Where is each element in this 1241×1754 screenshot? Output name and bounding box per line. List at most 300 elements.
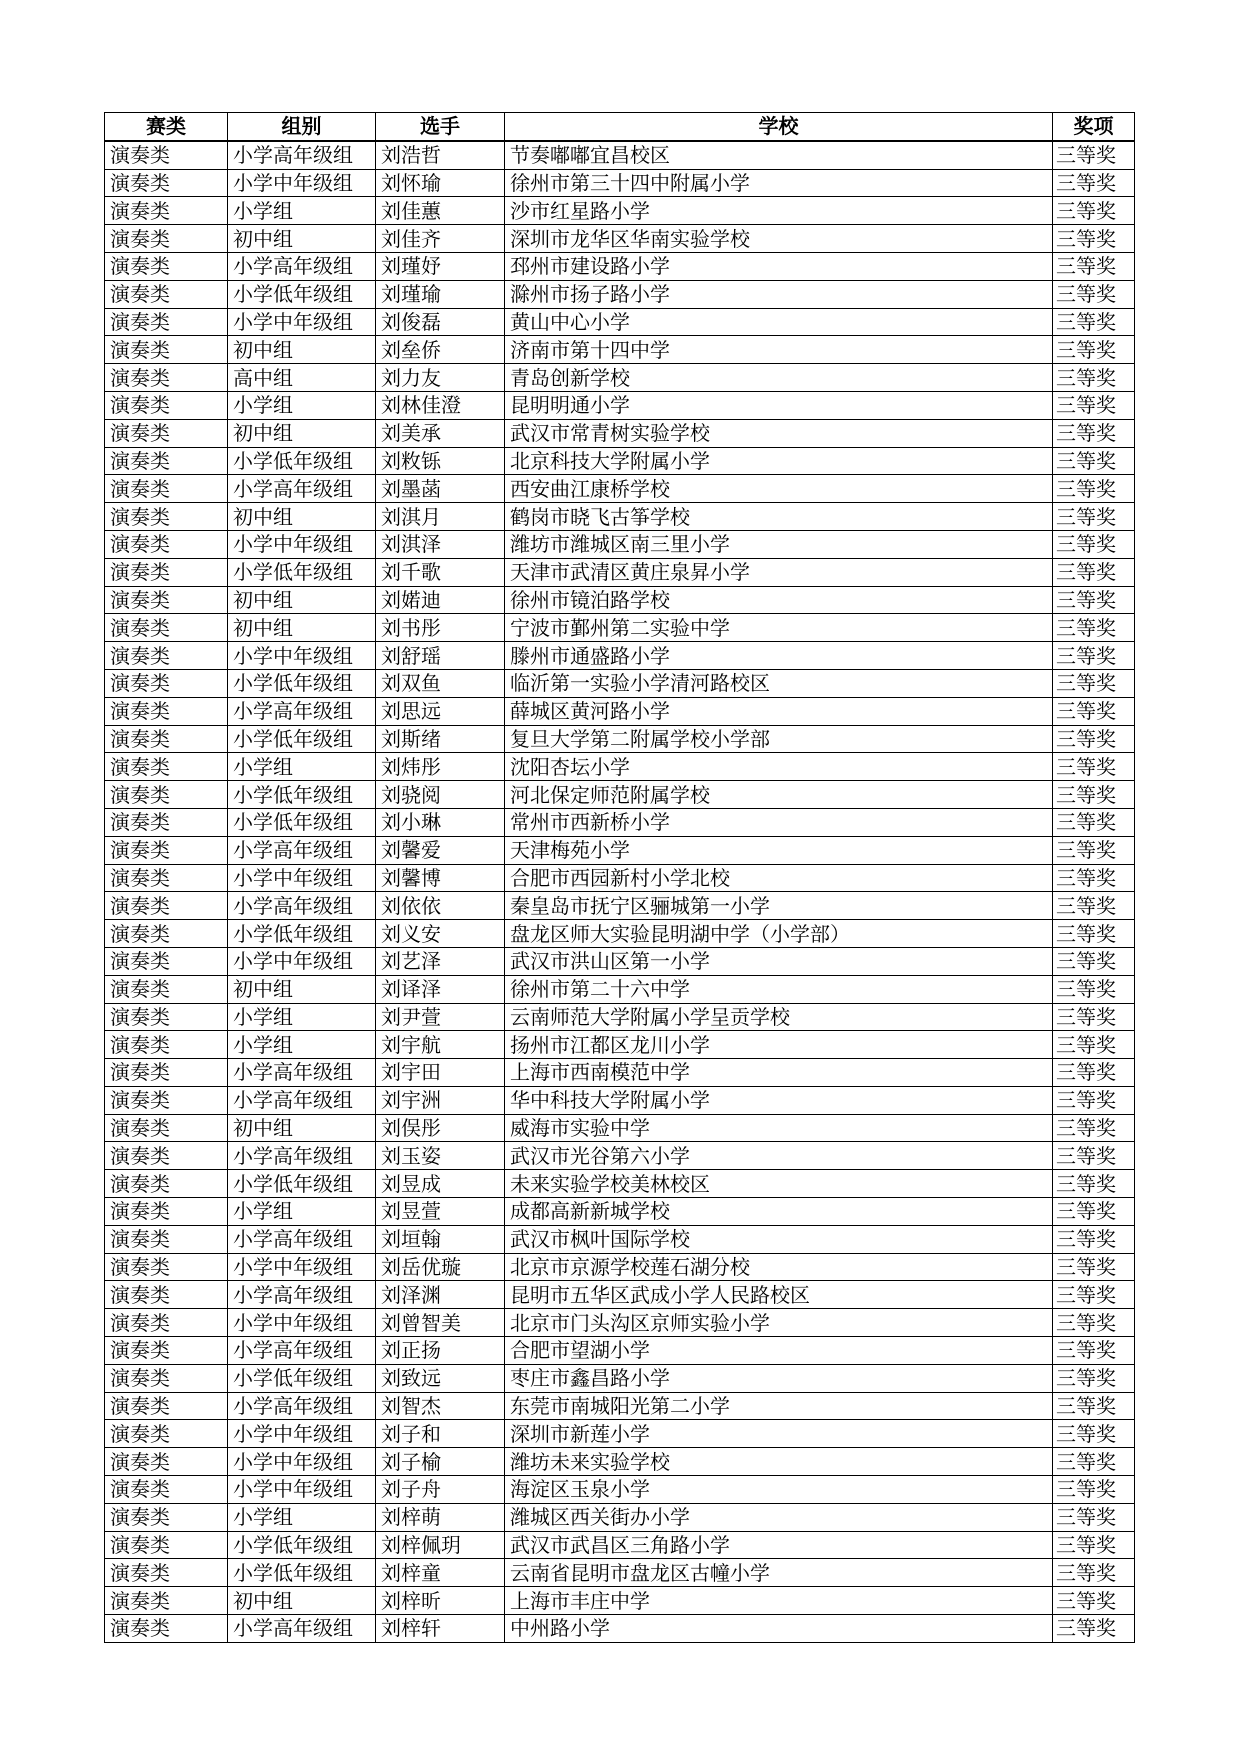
cell-category: 演奏类: [105, 252, 228, 280]
cell-contestant: 刘宇洲: [376, 1086, 505, 1114]
cell-category: 演奏类: [105, 920, 228, 948]
table-row: [105, 1003, 1135, 1031]
cell-contestant: 刘佳蕙: [376, 197, 505, 225]
cell-award: 三等奖: [1053, 391, 1135, 419]
header-group: 组别: [228, 113, 376, 141]
cell-award: 三等奖: [1053, 475, 1135, 503]
cell-contestant: 刘馨博: [376, 864, 505, 892]
cell-group: 初中组: [228, 1587, 376, 1615]
cell-award: 三等奖: [1053, 1476, 1135, 1504]
cell-contestant: 刘淇泽: [376, 530, 505, 558]
cell-contestant: 刘双鱼: [376, 669, 505, 697]
cell-category: 演奏类: [105, 697, 228, 725]
cell-school: 滁州市扬子路小学: [505, 280, 1053, 308]
cell-group: 小学组: [228, 1031, 376, 1059]
table-row: [105, 725, 1135, 753]
cell-school: 武汉市武昌区三角路小学: [505, 1531, 1053, 1559]
cell-category: 演奏类: [105, 753, 228, 781]
cell-group: 小学中年级组: [228, 1448, 376, 1476]
cell-award: 三等奖: [1053, 1198, 1135, 1226]
table-row: [105, 1448, 1135, 1476]
header-row: [105, 113, 1135, 141]
cell-school: 济南市第十四中学: [505, 336, 1053, 364]
cell-category: 演奏类: [105, 836, 228, 864]
cell-group: 小学中年级组: [228, 1309, 376, 1337]
cell-school: 武汉市光谷第六小学: [505, 1142, 1053, 1170]
header-school: 学校: [505, 113, 1053, 141]
table-row: [105, 1281, 1135, 1309]
cell-group: 小学中年级组: [228, 169, 376, 197]
cell-group: 小学低年级组: [228, 669, 376, 697]
cell-category: 演奏类: [105, 364, 228, 392]
cell-award: 三等奖: [1053, 1059, 1135, 1087]
cell-group: 小学低年级组: [228, 1364, 376, 1392]
cell-category: 演奏类: [105, 669, 228, 697]
cell-category: 演奏类: [105, 1059, 228, 1087]
cell-school: 上海市丰庄中学: [505, 1587, 1053, 1615]
cell-category: 演奏类: [105, 975, 228, 1003]
cell-group: 初中组: [228, 586, 376, 614]
cell-category: 演奏类: [105, 1392, 228, 1420]
cell-school: 潍坊未来实验学校: [505, 1448, 1053, 1476]
cell-category: 演奏类: [105, 503, 228, 531]
cell-school: 昆明市五华区武成小学人民路校区: [505, 1281, 1053, 1309]
cell-group: 小学中年级组: [228, 642, 376, 670]
cell-group: 初中组: [228, 503, 376, 531]
cell-category: 演奏类: [105, 1615, 228, 1643]
cell-school: 潍坊市潍城区南三里小学: [505, 530, 1053, 558]
cell-school: 云南省昆明市盘龙区古幢小学: [505, 1559, 1053, 1587]
cell-school: 北京市门头沟区京师实验小学: [505, 1309, 1053, 1337]
cell-award: 三等奖: [1053, 503, 1135, 531]
cell-contestant: 刘舒瑶: [376, 642, 505, 670]
cell-contestant: 刘子舟: [376, 1476, 505, 1504]
cell-group: 小学高年级组: [228, 1281, 376, 1309]
cell-contestant: 刘思远: [376, 697, 505, 725]
cell-award: 三等奖: [1053, 558, 1135, 586]
cell-group: 小学高年级组: [228, 697, 376, 725]
cell-school: 北京市京源学校莲石湖分校: [505, 1253, 1053, 1281]
cell-group: 小学组: [228, 197, 376, 225]
cell-school: 鹤岗市晓飞古筝学校: [505, 503, 1053, 531]
cell-school: 节奏嘟嘟宜昌校区: [505, 141, 1053, 169]
cell-school: 深圳市龙华区华南实验学校: [505, 225, 1053, 253]
cell-school: 未来实验学校美林校区: [505, 1170, 1053, 1198]
cell-school: 海淀区玉泉小学: [505, 1476, 1053, 1504]
cell-category: 演奏类: [105, 1309, 228, 1337]
cell-category: 演奏类: [105, 169, 228, 197]
cell-award: 三等奖: [1053, 447, 1135, 475]
table-row: [105, 1531, 1135, 1559]
table-row: [105, 1392, 1135, 1420]
cell-award: 三等奖: [1053, 1003, 1135, 1031]
cell-award: 三等奖: [1053, 1364, 1135, 1392]
cell-category: 演奏类: [105, 1142, 228, 1170]
cell-group: 初中组: [228, 614, 376, 642]
cell-school: 常州市西新桥小学: [505, 808, 1053, 836]
cell-contestant: 刘宇田: [376, 1059, 505, 1087]
table-body: [105, 141, 1135, 1643]
cell-award: 三等奖: [1053, 725, 1135, 753]
cell-category: 演奏类: [105, 558, 228, 586]
table-row: [105, 1031, 1135, 1059]
cell-group: 小学中年级组: [228, 308, 376, 336]
cell-school: 青岛创新学校: [505, 364, 1053, 392]
cell-school: 合肥市西园新村小学北校: [505, 864, 1053, 892]
cell-contestant: 刘智杰: [376, 1392, 505, 1420]
header-award: 奖项: [1053, 113, 1135, 141]
cell-award: 三等奖: [1053, 197, 1135, 225]
cell-school: 云南师范大学附属小学呈贡学校: [505, 1003, 1053, 1031]
cell-contestant: 刘义安: [376, 920, 505, 948]
cell-group: 高中组: [228, 364, 376, 392]
cell-category: 演奏类: [105, 781, 228, 809]
cell-award: 三等奖: [1053, 697, 1135, 725]
cell-category: 演奏类: [105, 1476, 228, 1504]
table-row: [105, 697, 1135, 725]
cell-group: 小学中年级组: [228, 530, 376, 558]
cell-school: 盘龙区师大实验昆明湖中学（小学部）: [505, 920, 1053, 948]
cell-award: 三等奖: [1053, 920, 1135, 948]
cell-award: 三等奖: [1053, 1392, 1135, 1420]
cell-category: 演奏类: [105, 1114, 228, 1142]
cell-contestant: 刘译泽: [376, 975, 505, 1003]
table-row: [105, 1615, 1135, 1643]
cell-category: 演奏类: [105, 1587, 228, 1615]
cell-category: 演奏类: [105, 1448, 228, 1476]
cell-award: 三等奖: [1053, 1587, 1135, 1615]
cell-school: 复旦大学第二附属学校小学部: [505, 725, 1053, 753]
cell-school: 沙市红星路小学: [505, 197, 1053, 225]
cell-group: 小学低年级组: [228, 1531, 376, 1559]
table-row: [105, 1142, 1135, 1170]
table-row: [105, 947, 1135, 975]
cell-category: 演奏类: [105, 197, 228, 225]
table-row: [105, 1309, 1135, 1337]
cell-contestant: 刘骁阅: [376, 781, 505, 809]
cell-category: 演奏类: [105, 391, 228, 419]
cell-group: 小学中年级组: [228, 1253, 376, 1281]
cell-award: 三等奖: [1053, 336, 1135, 364]
cell-contestant: 刘昱萱: [376, 1198, 505, 1226]
cell-category: 演奏类: [105, 530, 228, 558]
cell-award: 三等奖: [1053, 225, 1135, 253]
cell-group: 小学组: [228, 1003, 376, 1031]
cell-school: 秦皇岛市抚宁区骊城第一小学: [505, 892, 1053, 920]
cell-group: 小学高年级组: [228, 892, 376, 920]
cell-school: 武汉市洪山区第一小学: [505, 947, 1053, 975]
cell-award: 三等奖: [1053, 1142, 1135, 1170]
cell-contestant: 刘俊磊: [376, 308, 505, 336]
cell-contestant: 刘子榆: [376, 1448, 505, 1476]
cell-category: 演奏类: [105, 586, 228, 614]
cell-group: 小学低年级组: [228, 808, 376, 836]
cell-award: 三等奖: [1053, 753, 1135, 781]
cell-category: 演奏类: [105, 725, 228, 753]
cell-school: 徐州市第三十四中附属小学: [505, 169, 1053, 197]
cell-category: 演奏类: [105, 808, 228, 836]
cell-contestant: 刘浩哲: [376, 141, 505, 169]
cell-school: 合肥市望湖小学: [505, 1337, 1053, 1365]
cell-award: 三等奖: [1053, 642, 1135, 670]
table-row: [105, 1503, 1135, 1531]
cell-contestant: 刘泽渊: [376, 1281, 505, 1309]
cell-category: 演奏类: [105, 1225, 228, 1253]
table-row: [105, 920, 1135, 948]
cell-group: 小学中年级组: [228, 1420, 376, 1448]
cell-award: 三等奖: [1053, 892, 1135, 920]
cell-contestant: 刘艺泽: [376, 947, 505, 975]
table-row: [105, 419, 1135, 447]
cell-award: 三等奖: [1053, 1503, 1135, 1531]
cell-group: 小学高年级组: [228, 1392, 376, 1420]
cell-group: 小学高年级组: [228, 836, 376, 864]
cell-award: 三等奖: [1053, 614, 1135, 642]
cell-group: 小学低年级组: [228, 781, 376, 809]
cell-award: 三等奖: [1053, 419, 1135, 447]
table-row: [105, 1337, 1135, 1365]
table-row: [105, 1225, 1135, 1253]
cell-award: 三等奖: [1053, 1615, 1135, 1643]
table-row: [105, 836, 1135, 864]
cell-group: 小学低年级组: [228, 725, 376, 753]
cell-category: 演奏类: [105, 1531, 228, 1559]
cell-school: 薛城区黄河路小学: [505, 697, 1053, 725]
cell-group: 小学高年级组: [228, 141, 376, 169]
cell-school: 深圳市新莲小学: [505, 1420, 1053, 1448]
cell-contestant: 刘千歌: [376, 558, 505, 586]
cell-group: 小学高年级组: [228, 1337, 376, 1365]
cell-school: 西安曲江康桥学校: [505, 475, 1053, 503]
cell-group: 小学高年级组: [228, 1086, 376, 1114]
cell-category: 演奏类: [105, 308, 228, 336]
table-row: [105, 364, 1135, 392]
cell-school: 黄山中心小学: [505, 308, 1053, 336]
table-row: [105, 669, 1135, 697]
cell-award: 三等奖: [1053, 1086, 1135, 1114]
cell-group: 小学低年级组: [228, 1559, 376, 1587]
table-row: [105, 1364, 1135, 1392]
cell-category: 演奏类: [105, 419, 228, 447]
cell-group: 小学低年级组: [228, 447, 376, 475]
cell-group: 小学低年级组: [228, 280, 376, 308]
cell-contestant: 刘瑾妤: [376, 252, 505, 280]
table-row: [105, 892, 1135, 920]
cell-contestant: 刘玉姿: [376, 1142, 505, 1170]
table-row: [105, 808, 1135, 836]
table-row: [105, 1587, 1135, 1615]
cell-school: 武汉市常青树实验学校: [505, 419, 1053, 447]
table-row: [105, 447, 1135, 475]
table-row: [105, 642, 1135, 670]
table-row: [105, 252, 1135, 280]
cell-category: 演奏类: [105, 1003, 228, 1031]
cell-school: 徐州市第二十六中学: [505, 975, 1053, 1003]
table-row: [105, 1170, 1135, 1198]
cell-category: 演奏类: [105, 1420, 228, 1448]
cell-group: 小学低年级组: [228, 1170, 376, 1198]
header-contestant: 选手: [376, 113, 505, 141]
cell-contestant: 刘美承: [376, 419, 505, 447]
cell-group: 初中组: [228, 1114, 376, 1142]
table-row: [105, 1253, 1135, 1281]
awards-table: [104, 112, 1135, 1643]
table-row: [105, 558, 1135, 586]
cell-contestant: 刘小琳: [376, 808, 505, 836]
cell-group: 初中组: [228, 336, 376, 364]
table-row: [105, 308, 1135, 336]
cell-school: 昆明明通小学: [505, 391, 1053, 419]
cell-school: 上海市西南模范中学: [505, 1059, 1053, 1087]
cell-category: 演奏类: [105, 1170, 228, 1198]
cell-contestant: 刘垣翰: [376, 1225, 505, 1253]
cell-category: 演奏类: [105, 447, 228, 475]
cell-contestant: 刘力友: [376, 364, 505, 392]
cell-award: 三等奖: [1053, 669, 1135, 697]
cell-award: 三等奖: [1053, 864, 1135, 892]
table-row: [105, 169, 1135, 197]
cell-contestant: 刘致远: [376, 1364, 505, 1392]
cell-award: 三等奖: [1053, 1531, 1135, 1559]
cell-award: 三等奖: [1053, 1337, 1135, 1365]
cell-contestant: 刘斯绪: [376, 725, 505, 753]
cell-category: 演奏类: [105, 1031, 228, 1059]
cell-category: 演奏类: [105, 947, 228, 975]
cell-group: 小学中年级组: [228, 947, 376, 975]
cell-contestant: 刘瑾瑜: [376, 280, 505, 308]
cell-group: 小学组: [228, 1198, 376, 1226]
cell-school: 枣庄市鑫昌路小学: [505, 1364, 1053, 1392]
cell-group: 小学中年级组: [228, 1476, 376, 1504]
table-row: [105, 503, 1135, 531]
cell-award: 三等奖: [1053, 141, 1135, 169]
cell-contestant: 刘梓童: [376, 1559, 505, 1587]
header-category: 赛类: [105, 113, 228, 141]
cell-school: 宁波市鄞州第二实验中学: [505, 614, 1053, 642]
cell-category: 演奏类: [105, 642, 228, 670]
cell-contestant: 刘梓轩: [376, 1615, 505, 1643]
cell-group: 小学高年级组: [228, 1142, 376, 1170]
cell-group: 小学组: [228, 391, 376, 419]
table-row: [105, 753, 1135, 781]
cell-school: 武汉市枫叶国际学校: [505, 1225, 1053, 1253]
cell-award: 三等奖: [1053, 781, 1135, 809]
cell-contestant: 刘垒侨: [376, 336, 505, 364]
cell-contestant: 刘敉铄: [376, 447, 505, 475]
cell-contestant: 刘怀瑜: [376, 169, 505, 197]
table-row: [105, 975, 1135, 1003]
cell-school: 沈阳杏坛小学: [505, 753, 1053, 781]
cell-school: 滕州市通盛路小学: [505, 642, 1053, 670]
cell-school: 华中科技大学附属小学: [505, 1086, 1053, 1114]
cell-contestant: 刘淇月: [376, 503, 505, 531]
cell-award: 三等奖: [1053, 808, 1135, 836]
table-row: [105, 1420, 1135, 1448]
cell-contestant: 刘岳优璇: [376, 1253, 505, 1281]
table-row: [105, 1086, 1135, 1114]
cell-contestant: 刘子和: [376, 1420, 505, 1448]
cell-group: 小学高年级组: [228, 1225, 376, 1253]
table-row: [105, 1059, 1135, 1087]
cell-group: 初中组: [228, 419, 376, 447]
cell-award: 三等奖: [1053, 1170, 1135, 1198]
cell-award: 三等奖: [1053, 1309, 1135, 1337]
cell-award: 三等奖: [1053, 252, 1135, 280]
cell-contestant: 刘俣彤: [376, 1114, 505, 1142]
cell-award: 三等奖: [1053, 1281, 1135, 1309]
table-row: [105, 475, 1135, 503]
table-row: [105, 530, 1135, 558]
cell-school: 临沂第一实验小学清河路校区: [505, 669, 1053, 697]
table-row: [105, 614, 1135, 642]
cell-category: 演奏类: [105, 1086, 228, 1114]
cell-category: 演奏类: [105, 141, 228, 169]
cell-award: 三等奖: [1053, 947, 1135, 975]
cell-award: 三等奖: [1053, 975, 1135, 1003]
table-row: [105, 1559, 1135, 1587]
cell-award: 三等奖: [1053, 1253, 1135, 1281]
cell-school: 扬州市江都区龙川小学: [505, 1031, 1053, 1059]
table-row: [105, 781, 1135, 809]
cell-group: 小学低年级组: [228, 920, 376, 948]
cell-school: 徐州市镜泊路学校: [505, 586, 1053, 614]
cell-school: 潍城区西关街办小学: [505, 1503, 1053, 1531]
cell-contestant: 刘婼迪: [376, 586, 505, 614]
table-row: [105, 280, 1135, 308]
table-row: [105, 141, 1135, 169]
cell-group: 小学高年级组: [228, 475, 376, 503]
cell-group: 小学高年级组: [228, 1615, 376, 1643]
table-row: [105, 1198, 1135, 1226]
cell-category: 演奏类: [105, 336, 228, 364]
cell-award: 三等奖: [1053, 308, 1135, 336]
cell-contestant: 刘依依: [376, 892, 505, 920]
cell-contestant: 刘梓萌: [376, 1503, 505, 1531]
cell-category: 演奏类: [105, 475, 228, 503]
cell-contestant: 刘宇航: [376, 1031, 505, 1059]
cell-category: 演奏类: [105, 1281, 228, 1309]
cell-contestant: 刘尹萱: [376, 1003, 505, 1031]
cell-group: 小学高年级组: [228, 252, 376, 280]
cell-contestant: 刘曾智美: [376, 1309, 505, 1337]
table-row: [105, 1114, 1135, 1142]
cell-contestant: 刘林佳澄: [376, 391, 505, 419]
cell-award: 三等奖: [1053, 280, 1135, 308]
cell-award: 三等奖: [1053, 530, 1135, 558]
cell-category: 演奏类: [105, 864, 228, 892]
cell-category: 演奏类: [105, 225, 228, 253]
cell-award: 三等奖: [1053, 836, 1135, 864]
cell-school: 威海市实验中学: [505, 1114, 1053, 1142]
cell-group: 小学组: [228, 753, 376, 781]
cell-contestant: 刘梓昕: [376, 1587, 505, 1615]
cell-school: 中州路小学: [505, 1615, 1053, 1643]
cell-group: 小学高年级组: [228, 1059, 376, 1087]
cell-contestant: 刘墨菡: [376, 475, 505, 503]
cell-category: 演奏类: [105, 1337, 228, 1365]
cell-award: 三等奖: [1053, 169, 1135, 197]
cell-school: 天津市武清区黄庄泉昇小学: [505, 558, 1053, 586]
cell-award: 三等奖: [1053, 1225, 1135, 1253]
cell-contestant: 刘梓佩玥: [376, 1531, 505, 1559]
cell-award: 三等奖: [1053, 1559, 1135, 1587]
cell-award: 三等奖: [1053, 1420, 1135, 1448]
cell-category: 演奏类: [105, 280, 228, 308]
cell-category: 演奏类: [105, 892, 228, 920]
cell-school: 天津梅苑小学: [505, 836, 1053, 864]
cell-category: 演奏类: [105, 1559, 228, 1587]
cell-award: 三等奖: [1053, 1448, 1135, 1476]
